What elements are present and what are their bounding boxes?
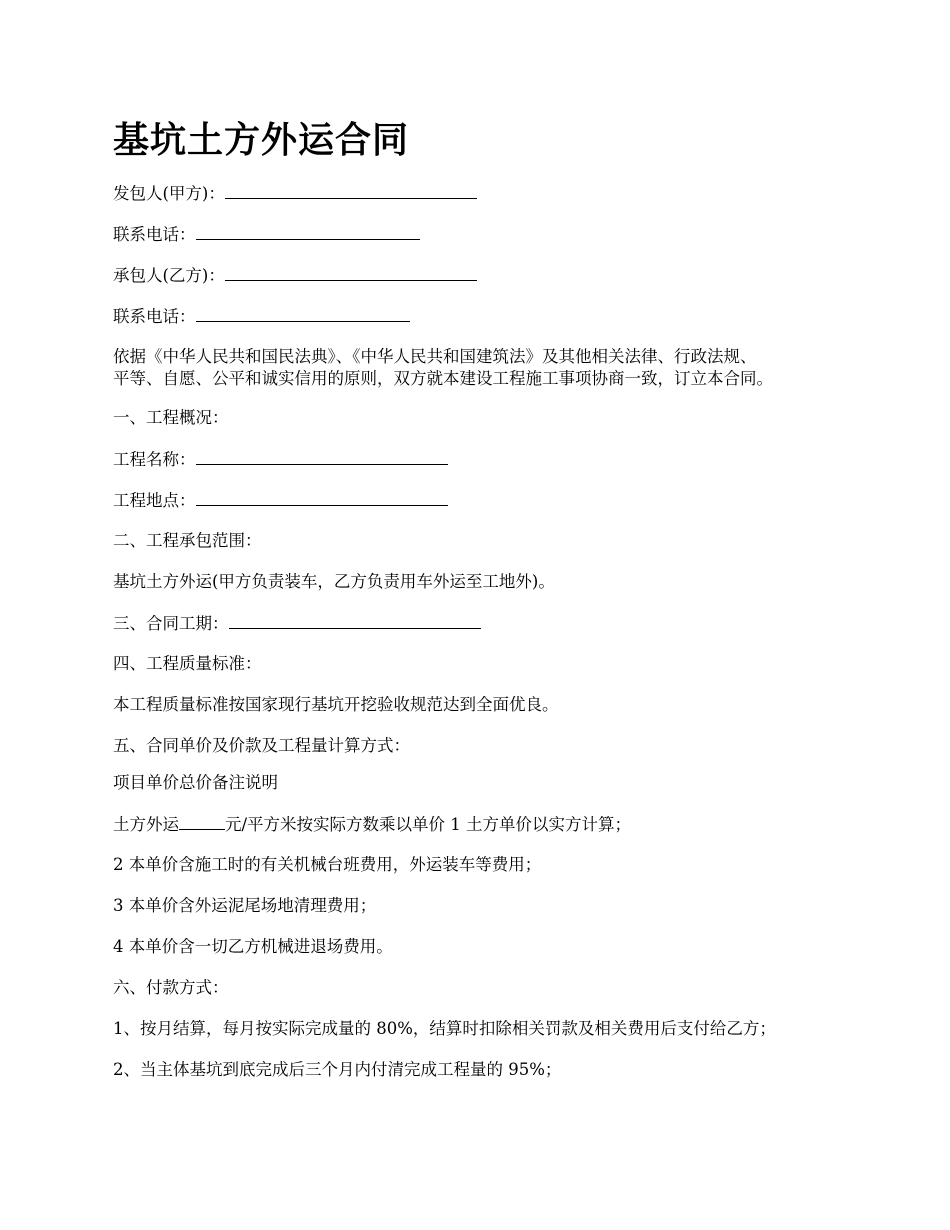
project-name-blank: [196, 448, 448, 465]
price-table-header: 项目单价总价备注说明: [113, 773, 278, 792]
party-b-blank: [225, 264, 477, 281]
party-b-phone-label: 联系电话：: [113, 307, 196, 326]
party-a-label: 发包人(甲方)：: [113, 184, 225, 203]
preamble-line-1: 依据《中华人民共和国民法典》、《中华人民共和国建筑法》及其他相关法律、行政法规、: [113, 347, 757, 366]
project-name-label: 工程名称：: [113, 450, 196, 469]
section-2-body: 基坑土方外运(甲方负责装车，乙方负责用车外运至工地外)。: [113, 572, 555, 591]
section-3-heading: 三、合同工期：: [113, 614, 229, 633]
section-6-heading: 六、付款方式：: [113, 978, 229, 997]
section-5-heading: 五、合同单价及价款及工程量计算方式：: [113, 736, 410, 755]
price-item-4: 4 本单价含一切乙方机械进退场费用。: [113, 937, 393, 956]
party-a-phone-label: 联系电话：: [113, 225, 196, 244]
contract-period-blank: [229, 612, 481, 629]
section-4-heading: 四、工程质量标准：: [113, 654, 262, 673]
party-a-phone-row: [113, 223, 420, 246]
party-b-label: 承包人(乙方)：: [113, 266, 225, 285]
party-a-phone-blank: [196, 223, 420, 240]
party-b-phone-blank: [196, 305, 410, 322]
section-1-heading: 一、工程概况：: [113, 408, 229, 427]
project-location-blank: [196, 489, 448, 506]
section-2-heading: 二、工程承包范围：: [113, 531, 262, 550]
price-item-2: 2 本单价含施工时的有关机械台班费用，外运装车等费用；: [113, 855, 542, 874]
price-item-1: [113, 813, 631, 836]
party-a-blank: [225, 182, 477, 199]
unit-price-blank: [179, 813, 225, 830]
section-4-body: 本工程质量标准按国家现行基坑开挖验收规范达到全面优良。: [113, 695, 559, 714]
document-title: 基坑土方外运合同: [113, 120, 410, 161]
section-3-row: [113, 612, 481, 635]
project-name-row: [113, 448, 448, 471]
price-item-3: 3 本单价含外运泥尾场地清理费用；: [113, 896, 377, 915]
party-a-row: [113, 182, 477, 205]
party-b-phone-row: [113, 305, 410, 328]
price-item-1-label: 土方外运: [113, 815, 179, 834]
price-item-1-text: 元/平方米按实际方数乘以单价 1 土方单价以实方计算；: [225, 815, 632, 834]
preamble-line-2: 平等、自愿、公平和诚实信用的原则，双方就本建设工程施工事项协商一致，订立本合同。: [113, 369, 773, 388]
project-location-label: 工程地点：: [113, 491, 196, 510]
project-location-row: [113, 489, 448, 512]
party-b-row: [113, 264, 477, 287]
payment-item-1: 1、按月结算，每月按实际完成量的 80%，结算时扣除相关罚款及相关费用后支付给乙方；: [113, 1019, 776, 1038]
payment-item-2: 2、当主体基坑到底完成后三个月内付清完成工程量的 95%；: [113, 1060, 562, 1079]
